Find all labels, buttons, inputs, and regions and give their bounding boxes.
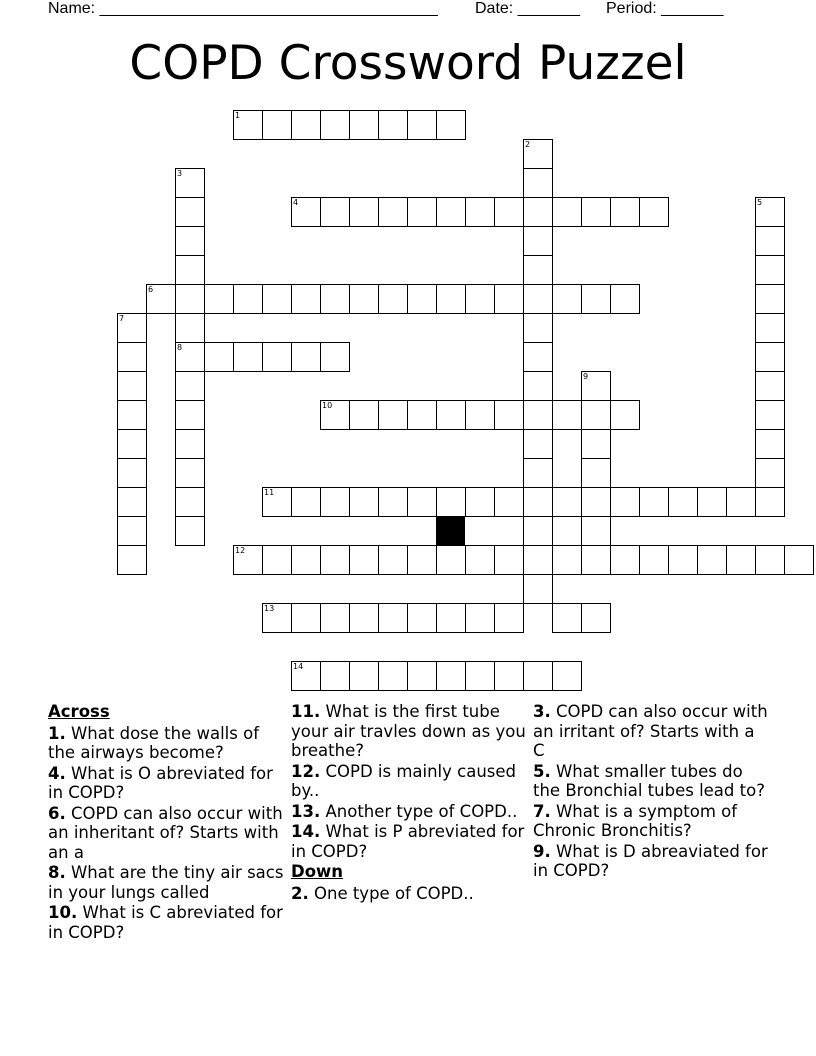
crossword-cell[interactable] xyxy=(117,371,147,401)
crossword-cell[interactable] xyxy=(465,400,495,430)
crossword-cell[interactable] xyxy=(552,661,582,691)
clue-text: COPD can also occur with an irritant of? Starts with a C xyxy=(533,702,768,760)
clue-number: 14. xyxy=(291,822,321,841)
clue-11-start-cell[interactable] xyxy=(262,487,292,517)
crossword-cell[interactable] xyxy=(436,110,466,140)
crossword-cell[interactable] xyxy=(378,545,408,575)
crossword-cell[interactable] xyxy=(378,197,408,227)
crossword-cell[interactable] xyxy=(755,226,785,256)
crossword-cell[interactable] xyxy=(320,284,350,314)
clue-number: 12. xyxy=(291,761,321,781)
crossword-cell[interactable] xyxy=(465,197,495,227)
clue-number: 7 xyxy=(119,314,125,323)
crossword-cell[interactable] xyxy=(523,429,553,459)
clues-column-3 xyxy=(533,702,769,882)
crossword-cell[interactable] xyxy=(581,487,611,517)
crossword-cell[interactable] xyxy=(697,487,727,517)
crossword-cell[interactable] xyxy=(378,487,408,517)
crossword-cell[interactable] xyxy=(581,429,611,459)
crossword-cell[interactable] xyxy=(523,168,553,198)
crossword-cell[interactable] xyxy=(581,284,611,314)
crossword-cell[interactable] xyxy=(117,458,147,488)
crossword-cell[interactable] xyxy=(494,545,524,575)
clue-number: 2 xyxy=(525,140,531,149)
crossword-cell[interactable] xyxy=(378,284,408,314)
crossword-cell[interactable] xyxy=(407,603,437,633)
crossword-cell[interactable] xyxy=(494,400,524,430)
clue-item xyxy=(291,822,527,861)
clue-item xyxy=(291,702,527,761)
crossword-cell[interactable] xyxy=(233,342,263,372)
crossword-cell[interactable] xyxy=(378,661,408,691)
crossword-cell[interactable] xyxy=(407,400,437,430)
clue-text: What is a symptom of Chronic Bronchitis? xyxy=(533,801,738,840)
crossword-cell[interactable] xyxy=(755,371,785,401)
clue-item xyxy=(48,724,284,763)
clue-number: 3 xyxy=(177,169,183,178)
clue-3-start-cell[interactable] xyxy=(175,168,205,198)
crossword-cell[interactable] xyxy=(523,197,553,227)
crossword-cell[interactable] xyxy=(726,487,756,517)
crossword-cell[interactable] xyxy=(175,284,205,314)
clue-number: 2. xyxy=(291,883,309,903)
crossword-cell[interactable] xyxy=(291,603,321,633)
crossword-cell[interactable] xyxy=(320,197,350,227)
clue-6-start-cell[interactable] xyxy=(146,284,176,314)
crossword-cell[interactable] xyxy=(552,197,582,227)
crossword-cell[interactable] xyxy=(494,661,524,691)
crossword-cell[interactable] xyxy=(407,545,437,575)
clue-text: What smaller tubes do the Bronchial tubes lead to? xyxy=(533,761,765,800)
crossword-cell[interactable] xyxy=(117,516,147,546)
crossword-cell[interactable] xyxy=(407,661,437,691)
crossword-cell[interactable] xyxy=(262,545,292,575)
crossword-cell[interactable] xyxy=(639,545,669,575)
crossword-cell[interactable] xyxy=(320,342,350,372)
crossword-cell[interactable] xyxy=(755,255,785,285)
crossword-cell[interactable] xyxy=(175,313,205,343)
crossword-cell[interactable] xyxy=(349,545,379,575)
clue-item xyxy=(291,802,527,822)
crossword-cell[interactable] xyxy=(291,110,321,140)
crossword-cell[interactable] xyxy=(349,603,379,633)
clue-number: 11 xyxy=(264,488,275,497)
clue-number: 3. xyxy=(533,702,551,721)
clue-number: 13 xyxy=(264,604,275,613)
crossword-cell[interactable] xyxy=(436,661,466,691)
crossword-cell[interactable] xyxy=(320,603,350,633)
clue-number: 13. xyxy=(291,801,321,821)
across-heading: Across xyxy=(48,702,110,721)
crossword-cell[interactable] xyxy=(610,487,640,517)
page-title: COPD Crossword Puzzel xyxy=(129,36,687,91)
clue-number: 7. xyxy=(533,801,551,821)
crossword-cell[interactable] xyxy=(175,487,205,517)
crossword-cell[interactable] xyxy=(523,400,553,430)
crossword-cell[interactable] xyxy=(610,197,640,227)
crossword-cell[interactable] xyxy=(755,284,785,314)
clue-number: 4 xyxy=(293,198,299,207)
crossword-cell[interactable] xyxy=(552,603,582,633)
crossword-cell[interactable] xyxy=(175,226,205,256)
clue-number: 9 xyxy=(583,372,589,381)
clue-1-start-cell[interactable] xyxy=(233,110,263,140)
crossword-cell[interactable] xyxy=(117,429,147,459)
crossword-cell[interactable] xyxy=(784,545,814,575)
crossword-cell[interactable] xyxy=(523,284,553,314)
name-field: Name: ______________________________________ xyxy=(48,0,438,17)
clue-item xyxy=(533,802,769,841)
clue-10-start-cell[interactable] xyxy=(320,400,350,430)
crossword-cell[interactable] xyxy=(581,545,611,575)
crossword-cell[interactable] xyxy=(349,400,379,430)
crossword-cell[interactable] xyxy=(581,400,611,430)
crossword-cell[interactable] xyxy=(233,284,263,314)
clue-item xyxy=(48,903,284,942)
crossword-cell[interactable] xyxy=(639,487,669,517)
crossword-cell[interactable] xyxy=(523,516,553,546)
crossword-cell[interactable] xyxy=(523,255,553,285)
crossword-cell[interactable] xyxy=(465,545,495,575)
clue-7-start-cell[interactable] xyxy=(117,313,147,343)
clue-number: 10. xyxy=(48,903,78,922)
crossword-cell[interactable] xyxy=(349,661,379,691)
crossword-cell[interactable] xyxy=(581,603,611,633)
crossword-cell[interactable] xyxy=(552,284,582,314)
clue-item xyxy=(533,842,769,881)
clue-text: What is C abreviated for in COPD? xyxy=(48,903,283,942)
clue-text: One type of COPD.. xyxy=(308,883,474,903)
clue-item xyxy=(48,764,284,803)
clue-number: 11. xyxy=(291,702,321,721)
clue-item xyxy=(291,762,527,801)
crossword-cell[interactable] xyxy=(610,400,640,430)
clue-text: What dose the walls of the airways become? xyxy=(48,723,259,762)
crossword-cell[interactable] xyxy=(262,110,292,140)
crossword-cell[interactable] xyxy=(291,545,321,575)
clue-4-start-cell[interactable] xyxy=(291,197,321,227)
clue-number: 4. xyxy=(48,763,66,783)
clue-text: COPD can also occur with an inheritant of? Starts with an a xyxy=(48,803,283,862)
crossword-cell[interactable] xyxy=(494,603,524,633)
crossword-cell[interactable] xyxy=(552,487,582,517)
crossword-cell[interactable] xyxy=(523,371,553,401)
crossword-cell[interactable] xyxy=(436,487,466,517)
crossword-cell[interactable] xyxy=(436,400,466,430)
crossword-cell[interactable] xyxy=(291,487,321,517)
clue-item xyxy=(533,702,769,761)
crossword-cell[interactable] xyxy=(117,545,147,575)
clue-13-start-cell[interactable] xyxy=(262,603,292,633)
crossword-grid xyxy=(117,110,763,700)
crossword-cell[interactable] xyxy=(378,603,408,633)
crossword-cell[interactable] xyxy=(494,487,524,517)
clue-9-start-cell[interactable] xyxy=(581,371,611,401)
crossword-cell[interactable] xyxy=(320,110,350,140)
crossword-cell[interactable] xyxy=(610,545,640,575)
crossword-cell[interactable] xyxy=(523,545,553,575)
crossword-cell[interactable] xyxy=(204,284,234,314)
crossword-cell[interactable] xyxy=(175,458,205,488)
crossword-cell[interactable] xyxy=(755,429,785,459)
clue-item xyxy=(291,884,527,904)
crossword-cell[interactable] xyxy=(320,545,350,575)
crossword-cell[interactable] xyxy=(465,603,495,633)
student-info-header xyxy=(48,0,768,20)
clue-text: What are the tiny air sacs in your lungs called xyxy=(48,863,284,902)
crossword-cell[interactable] xyxy=(755,313,785,343)
clue-number: 9. xyxy=(533,841,551,861)
clue-text: Another type of COPD.. xyxy=(320,801,518,821)
clue-item xyxy=(48,863,284,902)
clue-number: 5 xyxy=(757,198,763,207)
crossword-cell[interactable] xyxy=(755,458,785,488)
crossword-cell[interactable] xyxy=(175,197,205,227)
crossword-cell[interactable] xyxy=(755,487,785,517)
crossword-cell[interactable] xyxy=(117,487,147,517)
crossword-cell[interactable] xyxy=(494,197,524,227)
clue-number: 8 xyxy=(177,343,183,352)
crossword-cell[interactable] xyxy=(349,110,379,140)
down-heading: Down xyxy=(291,862,344,881)
crossword-cell[interactable] xyxy=(175,255,205,285)
blocked-cell xyxy=(436,516,465,545)
clue-text: What is D abreaviated for in COPD? xyxy=(533,841,768,880)
clue-number: 10 xyxy=(322,401,333,410)
crossword-cell[interactable] xyxy=(117,342,147,372)
clue-number: 8. xyxy=(48,863,66,882)
clue-2-start-cell[interactable] xyxy=(523,139,553,169)
clue-number: 1. xyxy=(48,723,66,743)
clue-item xyxy=(48,804,284,863)
crossword-cell[interactable] xyxy=(755,400,785,430)
clue-item xyxy=(533,762,769,801)
clue-number: 14 xyxy=(293,662,304,671)
clue-number: 12 xyxy=(235,546,246,555)
crossword-cell[interactable] xyxy=(291,284,321,314)
crossword-cell[interactable] xyxy=(407,110,437,140)
crossword-cell[interactable] xyxy=(552,400,582,430)
clue-number: 1 xyxy=(235,111,241,120)
crossword-cell[interactable] xyxy=(697,545,727,575)
clues-column-1 xyxy=(48,702,284,943)
crossword-cell[interactable] xyxy=(378,110,408,140)
crossword-cell[interactable] xyxy=(494,284,524,314)
clue-8-start-cell[interactable] xyxy=(175,342,205,372)
clue-number: 6. xyxy=(48,803,66,823)
crossword-cell[interactable] xyxy=(755,342,785,372)
crossword-cell[interactable] xyxy=(523,574,553,604)
crossword-cell[interactable] xyxy=(291,342,321,372)
crossword-cell[interactable] xyxy=(175,516,205,546)
crossword-cell[interactable] xyxy=(117,400,147,430)
crossword-cell[interactable] xyxy=(726,545,756,575)
crossword-cell[interactable] xyxy=(610,284,640,314)
clue-text: What is P abreviated for in COPD? xyxy=(291,822,525,861)
crossword-cell[interactable] xyxy=(523,313,553,343)
crossword-cell[interactable] xyxy=(436,284,466,314)
crossword-cell[interactable] xyxy=(175,371,205,401)
clue-text: What is O abreviated for in COPD? xyxy=(48,763,273,802)
crossword-cell[interactable] xyxy=(465,487,495,517)
crossword-cell[interactable] xyxy=(349,197,379,227)
crossword-cell[interactable] xyxy=(436,603,466,633)
crossword-cell[interactable] xyxy=(407,284,437,314)
clue-5-start-cell[interactable] xyxy=(755,197,785,227)
crossword-cell[interactable] xyxy=(552,545,582,575)
crossword-cell[interactable] xyxy=(320,661,350,691)
clue-14-start-cell[interactable] xyxy=(291,661,321,691)
crossword-cell[interactable] xyxy=(349,487,379,517)
clue-text: COPD is mainly caused by.. xyxy=(291,761,516,800)
crossword-cell[interactable] xyxy=(465,661,495,691)
clue-number: 5. xyxy=(533,761,551,781)
clues-column-2 xyxy=(291,702,527,904)
crossword-cell[interactable] xyxy=(262,284,292,314)
crossword-cell[interactable] xyxy=(523,661,553,691)
crossword-cell[interactable] xyxy=(523,487,553,517)
crossword-cell[interactable] xyxy=(523,342,553,372)
crossword-cell[interactable] xyxy=(523,458,553,488)
crossword-cell[interactable] xyxy=(262,342,292,372)
crossword-cell[interactable] xyxy=(639,197,669,227)
crossword-cell[interactable] xyxy=(436,197,466,227)
crossword-cell[interactable] xyxy=(436,545,466,575)
crossword-cell[interactable] xyxy=(523,226,553,256)
clue-text: What is the first tube your air travles down as you breathe? xyxy=(291,702,526,760)
crossword-cell[interactable] xyxy=(755,545,785,575)
crossword-cell[interactable] xyxy=(668,487,698,517)
crossword-cell[interactable] xyxy=(407,197,437,227)
clue-number: 6 xyxy=(148,285,154,294)
crossword-cell[interactable] xyxy=(668,545,698,575)
crossword-cell[interactable] xyxy=(465,284,495,314)
crossword-cell[interactable] xyxy=(378,400,408,430)
crossword-cell[interactable] xyxy=(581,458,611,488)
crossword-cell[interactable] xyxy=(581,516,611,546)
crossword-cell[interactable] xyxy=(175,429,205,459)
crossword-cell[interactable] xyxy=(204,342,234,372)
crossword-cell[interactable] xyxy=(349,284,379,314)
crossword-cell[interactable] xyxy=(581,197,611,227)
crossword-cell[interactable] xyxy=(407,487,437,517)
crossword-cell[interactable] xyxy=(320,487,350,517)
clue-12-start-cell[interactable] xyxy=(233,545,263,575)
period-field: Period: _______ xyxy=(606,0,724,17)
crossword-cell[interactable] xyxy=(175,400,205,430)
date-field: Date: _______ xyxy=(475,0,580,17)
